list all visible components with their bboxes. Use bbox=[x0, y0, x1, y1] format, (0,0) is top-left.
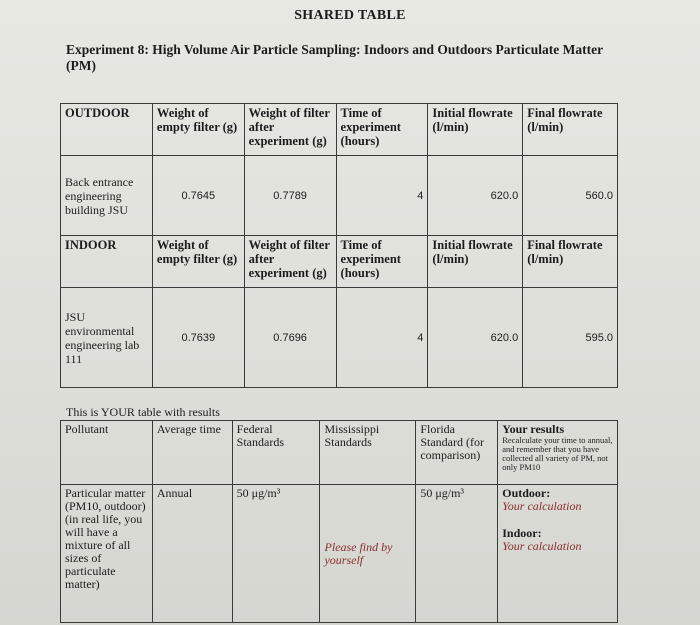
shared-table bbox=[60, 103, 618, 388]
average-time-cell: Annual bbox=[152, 485, 232, 623]
outdoor-header: OUTDOOR bbox=[61, 104, 153, 156]
outdoor-time: 4 bbox=[336, 156, 428, 236]
indoor-empty-filter: 0.7639 bbox=[152, 288, 244, 388]
col-initial-flow: Initial flowrate (l/min) bbox=[428, 104, 523, 156]
col-your-results bbox=[498, 421, 618, 485]
your-results-header: Your results bbox=[502, 422, 565, 436]
your-results-note: Recalculate your time to annual, and remember that you have collected all variety of PM, not only PM10 bbox=[502, 435, 613, 472]
pollutant-cell: Particular matter (PM10, outdoor) (in real life, you will have a mixture of all sizes of particulate matter) bbox=[61, 485, 153, 623]
col-filter-after: Weight of filter after experiment (g) bbox=[244, 104, 336, 156]
col-empty-filter: Weight of empty filter (g) bbox=[152, 104, 244, 156]
col-final-flow: Final flowrate (l/min) bbox=[523, 236, 618, 288]
indoor-location: JSU environmental engineering lab 111 bbox=[61, 288, 153, 388]
mississippi-standard-cell bbox=[320, 485, 416, 623]
indoor-initial-flow: 620.0 bbox=[428, 288, 523, 388]
col-empty-filter: Weight of empty filter (g) bbox=[152, 236, 244, 288]
col-pollutant: Pollutant bbox=[61, 421, 153, 485]
federal-standard-cell: 50 μg/m³ bbox=[232, 485, 320, 623]
col-filter-after: Weight of filter after experiment (g) bbox=[244, 236, 336, 288]
indoor-time: 4 bbox=[336, 288, 428, 388]
indoor-header: INDOOR bbox=[61, 236, 153, 288]
col-average-time: Average time bbox=[152, 421, 232, 485]
indoor-result-value: Your calculation bbox=[502, 539, 582, 553]
mississippi-prompt: Please find by yourself bbox=[324, 539, 393, 567]
results-caption: This is YOUR table with results bbox=[66, 405, 220, 419]
florida-standard-cell: 50 μg/m³ bbox=[416, 485, 498, 623]
outdoor-location: Back entrance engineering building JSU bbox=[61, 156, 153, 236]
page-title: SHARED TABLE bbox=[294, 8, 406, 23]
outdoor-filter-after: 0.7789 bbox=[244, 156, 336, 236]
results-table bbox=[60, 420, 618, 623]
col-florida: Florida Standard (for comparison) bbox=[416, 421, 498, 485]
outdoor-result-value: Your calculation bbox=[502, 499, 582, 513]
outdoor-empty-filter: 0.7645 bbox=[152, 156, 244, 236]
outdoor-final-flow: 560.0 bbox=[523, 156, 618, 236]
col-time: Time of experiment (hours) bbox=[336, 236, 428, 288]
col-final-flow: Final flowrate (l/min) bbox=[523, 104, 618, 156]
outdoor-initial-flow: 620.0 bbox=[428, 156, 523, 236]
your-results-cell bbox=[498, 485, 618, 623]
indoor-filter-after: 0.7696 bbox=[244, 288, 336, 388]
col-time: Time of experiment (hours) bbox=[336, 104, 428, 156]
outdoor-result-label: Outdoor: bbox=[502, 486, 551, 500]
experiment-heading: Experiment 8: High Volume Air Particle Sampling: Indoors and Outdoors Particulate Matter (PM) bbox=[66, 42, 603, 73]
col-initial-flow: Initial flowrate (l/min) bbox=[428, 236, 523, 288]
col-federal: Federal Standards bbox=[232, 421, 320, 485]
indoor-result-label: Indoor: bbox=[502, 526, 542, 540]
indoor-final-flow: 595.0 bbox=[523, 288, 618, 388]
col-mississippi: Mississippi Standards bbox=[320, 421, 416, 485]
